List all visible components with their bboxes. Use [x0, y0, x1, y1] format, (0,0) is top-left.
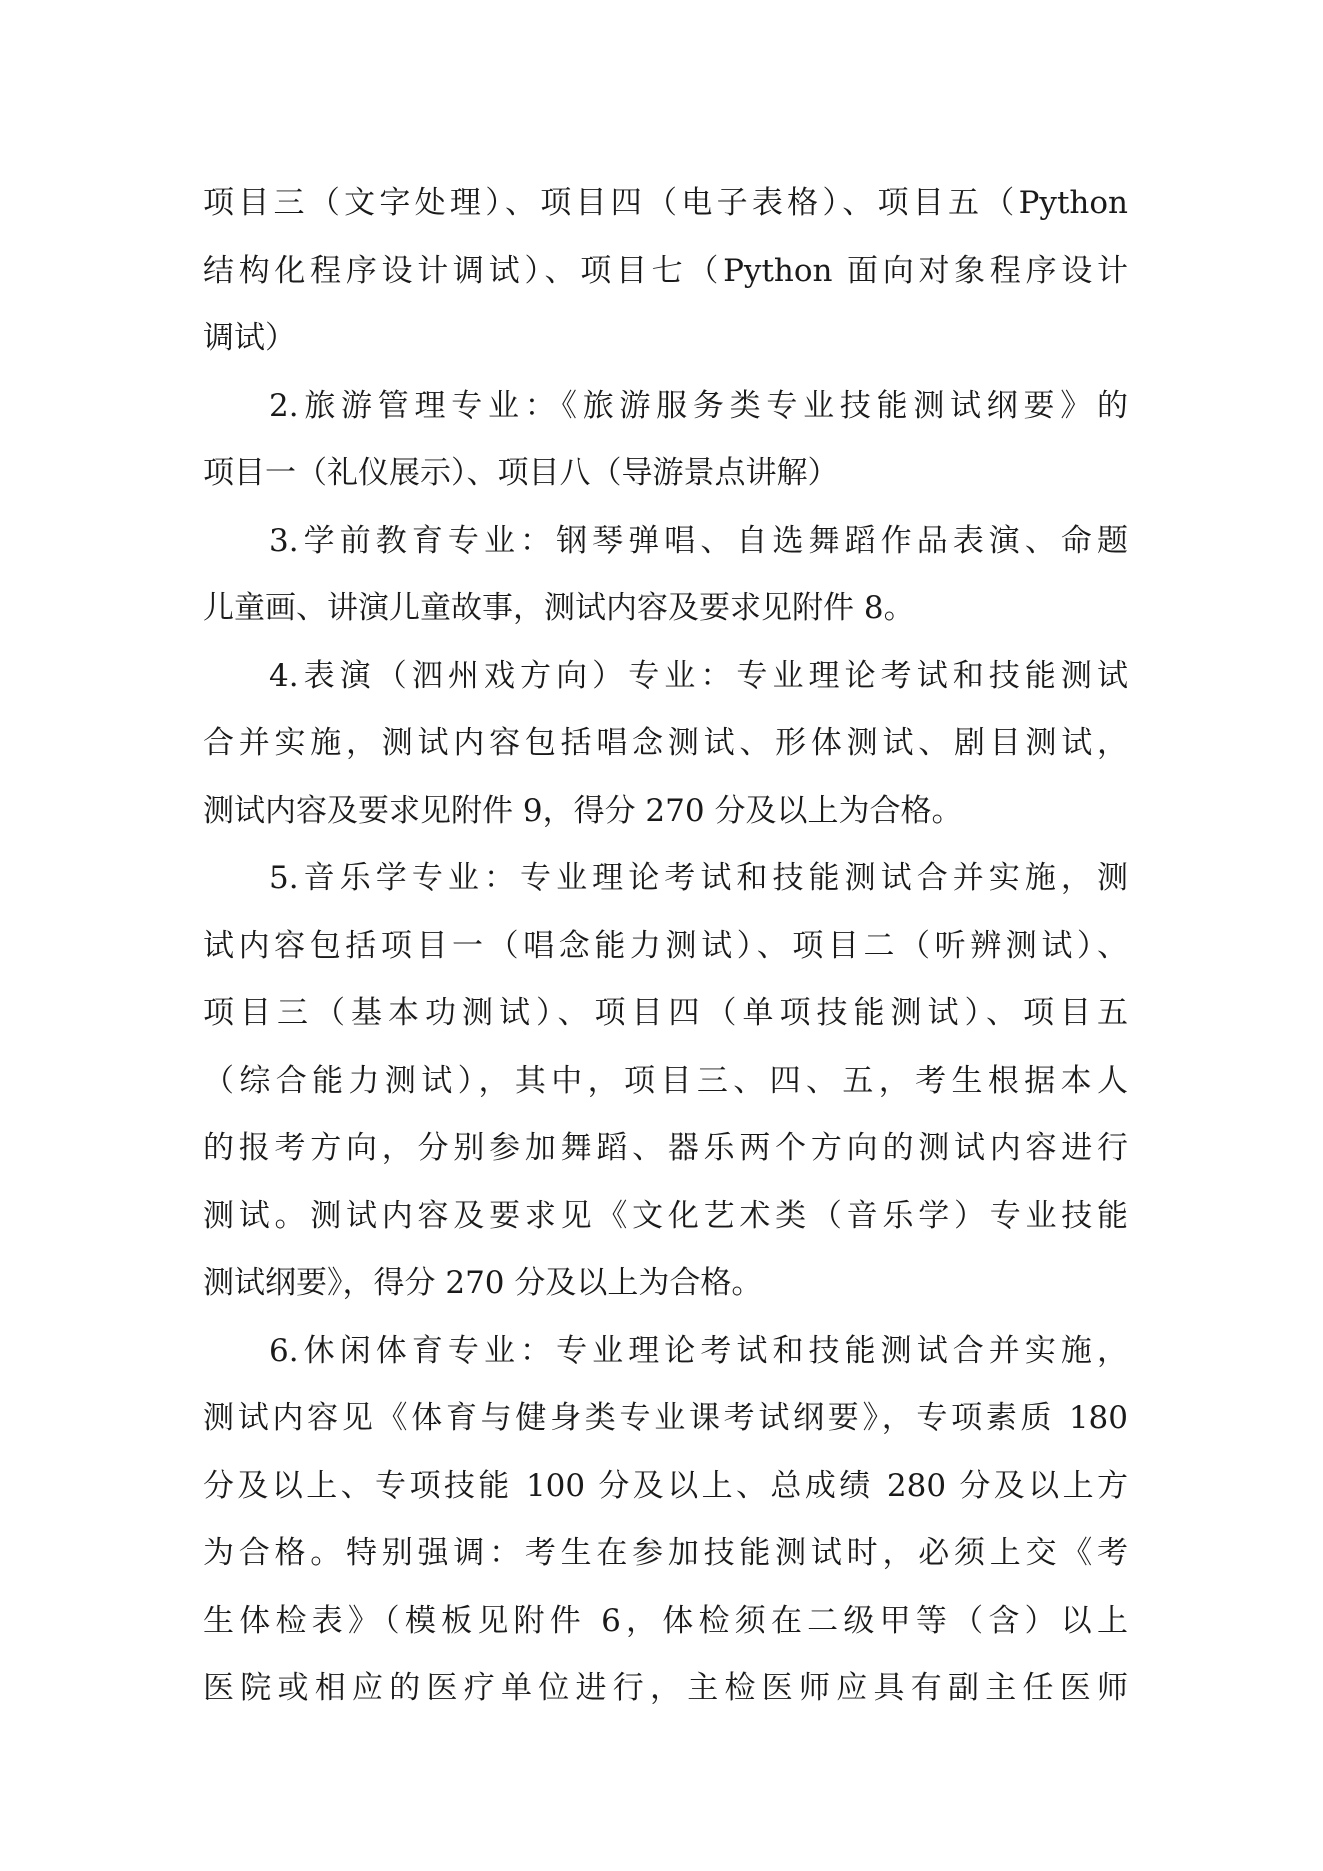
- text-line: （综合能力测试），其中，项目三、四、五，考生根据本人: [203, 1062, 1128, 1099]
- text-line: 医院或相应的医疗单位进行，主检医师应具有副主任医师: [203, 1670, 1128, 1706]
- paragraph-preschool-start: 3.学前教育专业：钢琴弹唱、自选舞蹈作品表演、命题: [269, 522, 1128, 559]
- text-line: 生体检表》（模板见附件 6，体检须在二级甲等（含）以上: [203, 1602, 1128, 1639]
- text-line: 儿童画、讲演儿童故事，测试内容及要求见附件 8。: [203, 590, 915, 626]
- text-line: 测试内容见《体育与健身类专业课考试纲要》，专项素质 180: [203, 1400, 1128, 1436]
- paragraph-tourism-start: 2.旅游管理专业：《旅游服务类专业技能测试纲要》的: [269, 387, 1128, 424]
- text-line: 调试）: [203, 320, 296, 356]
- body-text: [203, 170, 1128, 1723]
- text-line: 结构化程序设计调试）、项目七（Python 面向对象程序设计: [203, 252, 1128, 289]
- paragraph-music-start: 5.音乐学专业：专业理论考试和技能测试合并实施，测: [269, 860, 1128, 896]
- text-line: 试内容包括项目一（唱念能力测试）、项目二（听辨测试）、: [203, 927, 1128, 964]
- text-line: 合并实施，测试内容包括唱念测试、形体测试、剧目测试，: [203, 725, 1128, 761]
- paragraph-performance-start: 4.表演（泗州戏方向）专业：专业理论考试和技能测试: [269, 657, 1128, 694]
- text-line: 测试纲要》，得分 270 分及以上为合格。: [203, 1265, 763, 1301]
- text-line: 分及以上、专项技能 100 分及以上、总成绩 280 分及以上方: [203, 1467, 1128, 1504]
- text-line: 的报考方向，分别参加舞蹈、器乐两个方向的测试内容进行: [203, 1130, 1128, 1166]
- text-line: 项目三（基本功测试）、项目四（单项技能测试）、项目五: [203, 995, 1128, 1031]
- text-line: 测试内容及要求见附件 9，得分 270 分及以上为合格。: [203, 792, 963, 829]
- text-line: 为合格。特别强调：考生在参加技能测试时，必须上交《考: [203, 1535, 1128, 1571]
- paragraph-leisure-sports-start: 6.休闲体育专业：专业理论考试和技能测试合并实施，: [269, 1332, 1128, 1369]
- text-line: 测试。测试内容及要求见《文化艺术类（音乐学）专业技能: [203, 1197, 1128, 1234]
- text-line: 项目三（文字处理）、项目四（电子表格）、项目五（Python: [203, 185, 1128, 221]
- text-line: 项目一（礼仪展示）、项目八（导游景点讲解）: [203, 455, 839, 491]
